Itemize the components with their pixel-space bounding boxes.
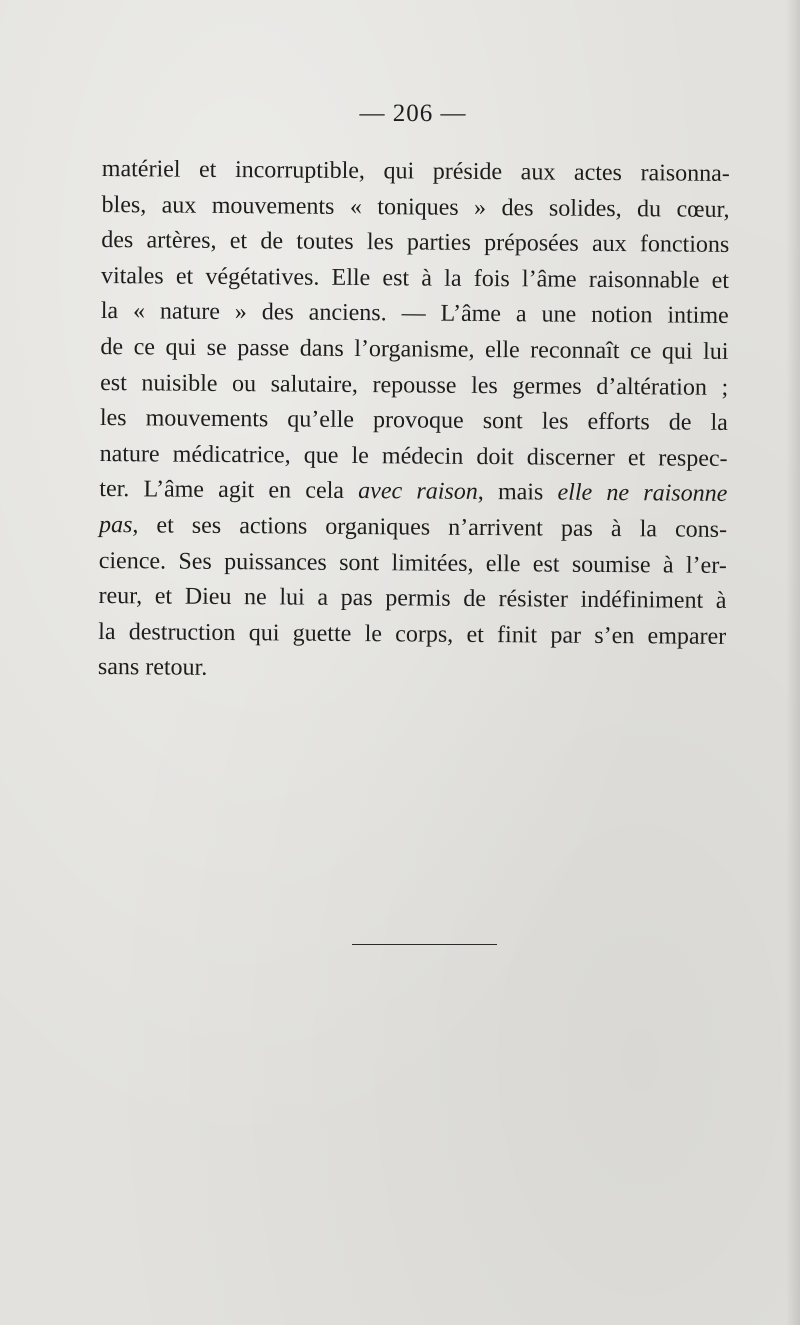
text-line-13: reur, et Dieu ne lui a pas permis de résister indéfiniment à [98,583,727,615]
text-line-9: nature médicatrice, que le médecin doit discerner et respec- [99,440,728,472]
text-line-12: cience. Ses puissances sont limitées, elle est soumise à l’er- [98,547,727,579]
text-line-3: des artères, et de toutes les parties préposées aux fonctions [101,227,730,259]
italic-elle-ne-raisonne: elle ne raisonne [557,479,728,508]
italic-avec-raison: avec raison [358,478,478,506]
text-line-6: de ce qui se passe dans l’organisme, elle reconnaît ce qui lui [100,333,729,365]
text-line-10: ter. L’âme agit en cela avec raison, mais elle ne raisonne [99,476,728,508]
text-line-14: la destruction qui guette le corps, et finit par s’en emparer [98,618,727,650]
italic-pas: pas [98,511,133,539]
text-line-1: matériel et incorruptible, qui préside aux actes raisonna- [101,155,730,187]
text-line-8: les mouvements qu’elle provoque sont les efforts de la [99,405,728,437]
text-line-7: est nuisible ou salutaire, repousse les germes d’altération ; [100,369,729,401]
page-edge-shadow [786,0,800,1325]
end-rule [352,944,497,945]
body-paragraph [98,152,730,691]
text-line-15: sans retour. [97,654,208,682]
text-line-2: bles, aux mouvements « toniques » des solides, du cœur, [101,191,730,223]
text-line-5: la « nature » des anciens. — L’âme a une notion intime [100,298,729,330]
text-line-11: pas, et ses actions organiques n’arrivent pas à la cons- [98,511,728,543]
text-line-4: vitales et végétatives. Elle est à la fois l’âme raisonnable et [100,262,730,294]
page-number: — 206 — [359,100,467,127]
